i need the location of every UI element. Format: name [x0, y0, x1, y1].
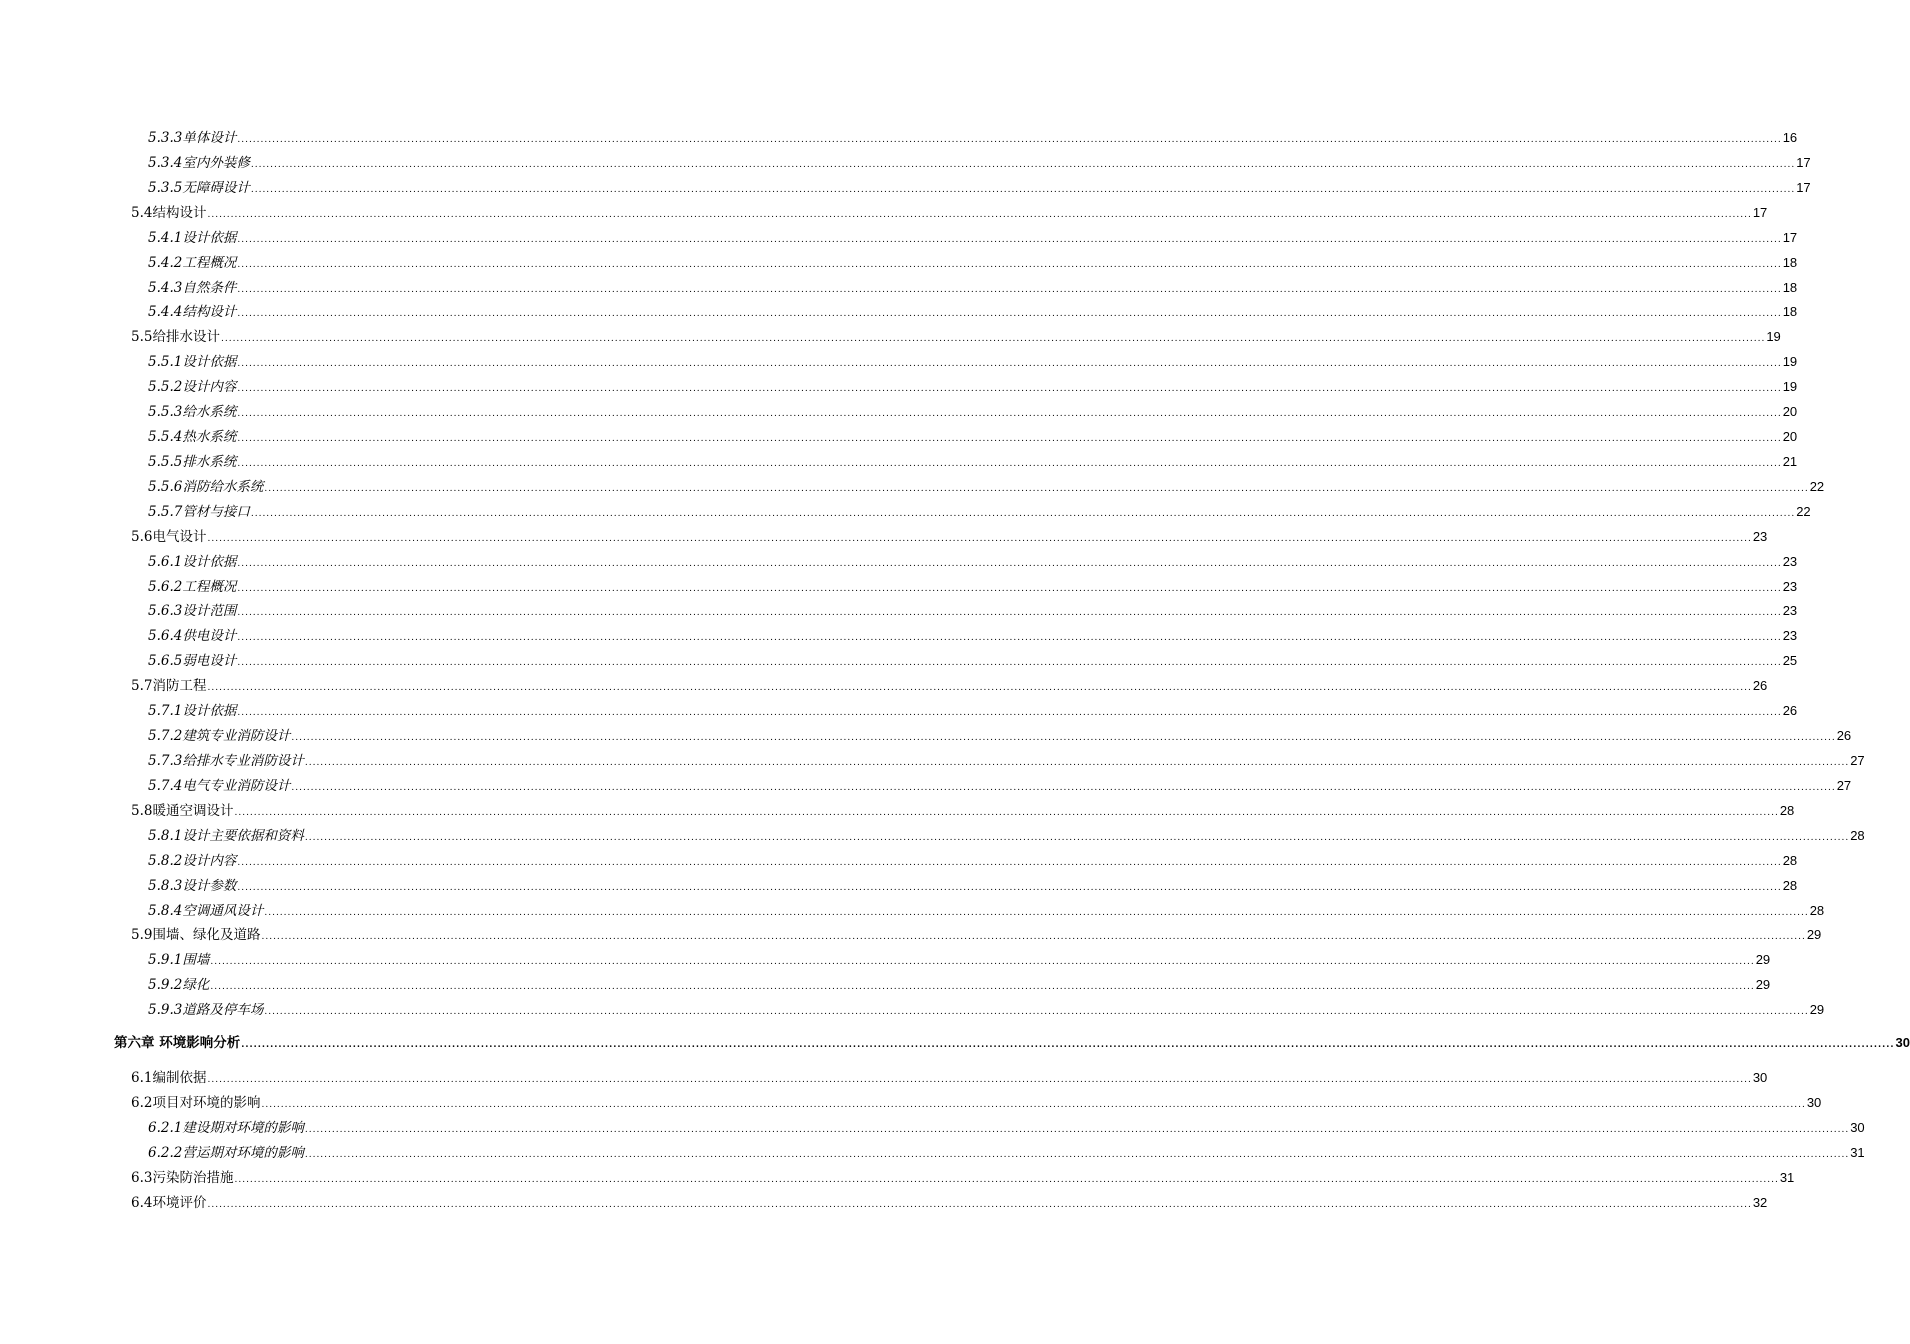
toc-entry[interactable]	[148, 450, 1798, 472]
toc-dot-leader: ................................................................................................................................................................................................................................................................................................................................................................................................................	[237, 384, 1782, 395]
toc-entry-page-number: 17	[1796, 154, 1811, 170]
toc-entry-page-number: 23	[1782, 578, 1798, 594]
toc-entry[interactable]	[148, 1116, 1865, 1138]
toc-entry-label: 5.7.3给排水专业消防设计	[148, 753, 304, 769]
toc-entry-label: 5.5.7管材与接口	[148, 503, 250, 520]
toc-dot-leader: ................................................................................................................................................................................................................................................................................................................................................................................................................	[210, 957, 1755, 968]
toc-entry-page-number: 28	[1782, 877, 1798, 893]
toc-entry-label: 5.5给排水设计	[131, 329, 220, 346]
toc-dot-leader: ................................................................................................................................................................................................................................................................................................................................................................................................................	[304, 1149, 1850, 1160]
toc-entry-page-number: 25	[1782, 653, 1798, 669]
toc-dot-leader: ................................................................................................................................................................................................................................................................................................................................................................................................................	[250, 159, 1796, 170]
toc-entry[interactable]	[148, 749, 1865, 771]
toc-entry-page-number: 28	[1850, 827, 1865, 843]
toc-dot-leader: ................................................................................................................................................................................................................................................................................................................................................................................................................	[237, 882, 1782, 893]
toc-entry-label: 5.7.1设计依据	[148, 703, 237, 720]
toc-dot-leader: ................................................................................................................................................................................................................................................................................................................................................................................................................	[250, 184, 1796, 195]
toc-entry-label: 5.8.2设计内容	[148, 852, 237, 869]
toc-entry-label: 5.6.4供电设计	[148, 628, 237, 645]
toc-entry[interactable]	[131, 325, 1781, 347]
toc-dot-leader: ................................................................................................................................................................................................................................................................................................................................................................................................................	[237, 458, 1782, 469]
toc-entry-page-number: 20	[1782, 429, 1798, 445]
toc-entry-label: 第六章 环境影响分析	[114, 1035, 241, 1051]
toc-entry-label: 6.2.2营运期对环境的影响	[148, 1144, 304, 1161]
toc-entry[interactable]	[148, 300, 1798, 322]
toc-entry-label: 5.8.4空调通风设计	[148, 902, 264, 919]
toc-dot-leader: ................................................................................................................................................................................................................................................................................................................................................................................................................	[237, 708, 1782, 719]
toc-entry-page-number: 26	[1752, 678, 1768, 694]
toc-entry[interactable]	[148, 973, 1771, 995]
toc-entry-page-number: 23	[1782, 603, 1798, 619]
toc-entry-page-number: 29	[1755, 977, 1771, 993]
toc-entry[interactable]	[148, 500, 1811, 522]
toc-entry-label: 5.6电气设计	[131, 528, 207, 545]
toc-entry[interactable]	[148, 400, 1798, 422]
toc-entry[interactable]	[148, 599, 1798, 621]
toc-entry-page-number: 27	[1836, 777, 1852, 793]
toc-dot-leader: ................................................................................................................................................................................................................................................................................................................................................................................................................	[237, 658, 1782, 669]
toc-dot-leader: ................................................................................................................................................................................................................................................................................................................................................................................................................	[237, 583, 1782, 594]
toc-entry-label: 6.3污染防治措施	[131, 1169, 234, 1186]
toc-dot-leader: ................................................................................................................................................................................................................................................................................................................................................................................................................	[237, 309, 1782, 320]
toc-entry-label: 5.4.3自然条件	[148, 279, 237, 296]
toc-entry-label: 5.9.3道路及停车场	[148, 1002, 264, 1019]
toc-dot-leader: ................................................................................................................................................................................................................................................................................................................................................................................................................	[237, 608, 1782, 619]
toc-entry[interactable]	[148, 276, 1798, 298]
toc-entry[interactable]	[148, 874, 1798, 896]
toc-entry-page-number: 29	[1755, 952, 1771, 968]
toc-dot-leader: ................................................................................................................................................................................................................................................................................................................................................................................................................	[207, 1199, 1752, 1210]
toc-entry-page-number: 30	[1752, 1070, 1768, 1085]
toc-entry[interactable]	[148, 948, 1771, 970]
toc-entry-label: 5.6.5弱电设计	[148, 653, 237, 670]
toc-entry-label: 5.6.1设计依据	[148, 553, 237, 570]
toc-entry-page-number: 21	[1782, 453, 1798, 469]
toc-entry-label: 5.4.1设计依据	[148, 229, 237, 246]
toc-entry-page-number: 19	[1782, 379, 1798, 395]
toc-entry-page-number: 26	[1836, 728, 1852, 744]
toc-entry[interactable]	[148, 375, 1798, 397]
toc-entry-page-number: 27	[1850, 753, 1865, 768]
toc-dot-leader: ................................................................................................................................................................................................................................................................................................................................................................................................................	[207, 1075, 1752, 1085]
toc-entry-page-number: 18	[1782, 254, 1798, 270]
toc-entry-label: 5.3.3单体设计	[148, 130, 237, 146]
toc-dot-leader: ................................................................................................................................................................................................................................................................................................................................................................................................................	[220, 334, 1766, 345]
toc-entry-page-number: 30	[1806, 1094, 1822, 1110]
toc-entry-label: 5.4结构设计	[131, 204, 207, 221]
toc-entry-page-number: 18	[1782, 304, 1798, 320]
toc-entry-page-number: 17	[1752, 204, 1768, 220]
toc-entry[interactable]	[148, 624, 1798, 646]
toc-entry-page-number: 23	[1782, 628, 1798, 644]
toc-entry[interactable]	[148, 699, 1798, 721]
toc-entry-page-number: 19	[1766, 329, 1781, 345]
toc-entry[interactable]	[131, 1191, 1768, 1213]
toc-entry-label: 5.7.2建筑专业消防设计	[148, 728, 291, 745]
toc-entry-page-number: 17	[1796, 179, 1811, 195]
toc-entry-label: 5.5.2设计内容	[148, 379, 237, 396]
toc-dot-leader: ................................................................................................................................................................................................................................................................................................................................................................................................................	[264, 1007, 1809, 1018]
toc-entry-page-number: 29	[1806, 927, 1822, 943]
toc-dot-leader: ................................................................................................................................................................................................................................................................................................................................................................................................................	[241, 1040, 1895, 1050]
toc-entry-label: 5.9.2绿化	[148, 977, 210, 994]
toc-entry-label: 5.7.4电气专业消防设计	[148, 777, 291, 794]
toc-entry[interactable]	[148, 824, 1865, 846]
toc-entry[interactable]	[148, 724, 1852, 746]
toc-entry[interactable]	[131, 1066, 1768, 1088]
toc-entry[interactable]	[148, 774, 1852, 796]
toc-entry-page-number: 31	[1779, 1169, 1795, 1185]
toc-dot-leader: ................................................................................................................................................................................................................................................................................................................................................................................................................	[237, 409, 1782, 420]
toc-entry-page-number: 23	[1752, 528, 1768, 544]
toc-entry-label: 5.8.1设计主要依据和资料	[148, 827, 304, 844]
toc-dot-leader: ................................................................................................................................................................................................................................................................................................................................................................................................................	[207, 209, 1752, 220]
toc-entry-label: 5.8暖通空调设计	[131, 802, 234, 819]
toc-entry-label: 6.2.1建设期对环境的影响	[148, 1119, 304, 1136]
toc-entry[interactable]	[148, 899, 1825, 921]
toc-dot-leader: ................................................................................................................................................................................................................................................................................................................................................................................................................	[264, 483, 1809, 494]
toc-entry[interactable]	[131, 799, 1795, 821]
toc-dot-leader: ................................................................................................................................................................................................................................................................................................................................................................................................................	[237, 434, 1782, 445]
toc-entry-page-number: 29	[1809, 1002, 1825, 1018]
toc-entry-page-number: 31	[1850, 1144, 1865, 1160]
toc-dot-leader: ................................................................................................................................................................................................................................................................................................................................................................................................................	[237, 359, 1782, 370]
toc-dot-leader: ................................................................................................................................................................................................................................................................................................................................................................................................................	[207, 533, 1752, 544]
toc-dot-leader: ................................................................................................................................................................................................................................................................................................................................................................................................................	[261, 932, 1806, 943]
toc-dot-leader: ................................................................................................................................................................................................................................................................................................................................................................................................................	[250, 508, 1796, 519]
toc-entry[interactable]	[148, 151, 1811, 173]
toc-entry[interactable]	[148, 350, 1798, 372]
toc-dot-leader: ................................................................................................................................................................................................................................................................................................................................................................................................................	[304, 758, 1850, 768]
toc-entry-label: 5.7消防工程	[131, 678, 207, 695]
toc-dot-leader: ................................................................................................................................................................................................................................................................................................................................................................................................................	[291, 733, 1836, 744]
toc-entry-page-number: 28	[1782, 852, 1798, 868]
toc-entry-page-number: 23	[1782, 553, 1798, 569]
toc-entry-label: 5.5.5排水系统	[148, 453, 237, 470]
toc-entry-label: 5.5.3给水系统	[148, 404, 237, 421]
toc-entry-label: 5.5.1设计依据	[148, 354, 237, 371]
toc-entry-page-number: 26	[1782, 703, 1798, 719]
toc-entry-page-number: 20	[1782, 404, 1798, 420]
toc-entry[interactable]	[131, 1166, 1795, 1188]
toc-entry-page-number: 28	[1809, 902, 1825, 918]
toc-entry-label: 5.4.2工程概况	[148, 254, 237, 271]
toc-dot-leader: ................................................................................................................................................................................................................................................................................................................................................................................................................	[304, 1124, 1850, 1135]
toc-entry[interactable]	[114, 1031, 1910, 1053]
toc-dot-leader: ................................................................................................................................................................................................................................................................................................................................................................................................................	[237, 259, 1782, 270]
toc-entry-label: 6.1编制依据	[131, 1070, 207, 1086]
toc-entry[interactable]	[148, 649, 1798, 671]
toc-entry[interactable]	[131, 525, 1768, 547]
toc-entry-page-number: 28	[1779, 802, 1795, 818]
toc-dot-leader: ................................................................................................................................................................................................................................................................................................................................................................................................................	[234, 807, 1779, 818]
toc-entry[interactable]	[148, 425, 1798, 447]
toc-entry-label: 5.6.2工程概况	[148, 578, 237, 595]
toc-dot-leader: ................................................................................................................................................................................................................................................................................................................................................................................................................	[210, 982, 1755, 993]
toc-dot-leader: ................................................................................................................................................................................................................................................................................................................................................................................................................	[237, 558, 1782, 569]
toc-entry-page-number: 30	[1895, 1035, 1910, 1050]
toc-dot-leader: ................................................................................................................................................................................................................................................................................................................................................................................................................	[237, 284, 1782, 295]
toc-entry[interactable]	[148, 475, 1825, 497]
toc-entry-label: 5.4.4结构设计	[148, 304, 237, 321]
toc-entry-label: 5.3.5无障碍设计	[148, 179, 250, 196]
toc-dot-leader: ................................................................................................................................................................................................................................................................................................................................................................................................................	[234, 1174, 1779, 1185]
toc-entry-page-number: 32	[1752, 1194, 1768, 1210]
toc-entry-label: 5.9围墙、绿化及道路	[131, 927, 261, 944]
toc-entry-label: 6.4环境评价	[131, 1194, 207, 1211]
toc-entry[interactable]	[148, 251, 1798, 273]
toc-entry-label: 5.5.4热水系统	[148, 429, 237, 446]
toc-dot-leader: ................................................................................................................................................................................................................................................................................................................................................................................................................	[237, 633, 1782, 644]
toc-dot-leader: ................................................................................................................................................................................................................................................................................................................................................................................................................	[237, 857, 1782, 868]
toc-entry[interactable]	[148, 1141, 1865, 1163]
toc-entry-label: 5.6.3设计范围	[148, 603, 237, 620]
toc-entry-page-number: 19	[1782, 354, 1798, 370]
toc-entry-label: 5.5.6消防给水系统	[148, 478, 264, 495]
toc-entry[interactable]	[148, 550, 1798, 572]
toc-dot-leader: ................................................................................................................................................................................................................................................................................................................................................................................................................	[304, 832, 1850, 843]
toc-dot-leader: ................................................................................................................................................................................................................................................................................................................................................................................................................	[207, 683, 1752, 694]
toc-dot-leader: ................................................................................................................................................................................................................................................................................................................................................................................................................	[291, 782, 1836, 793]
toc-entry-label: 5.9.1围墙	[148, 952, 210, 969]
toc-entry[interactable]	[131, 201, 1768, 223]
toc-dot-leader: ................................................................................................................................................................................................................................................................................................................................................................................................................	[237, 234, 1782, 245]
toc-entry[interactable]	[148, 998, 1825, 1020]
toc-dot-leader: ................................................................................................................................................................................................................................................................................................................................................................................................................	[264, 907, 1809, 918]
toc-entry-page-number: 22	[1796, 503, 1811, 519]
toc-entry[interactable]	[131, 1091, 1822, 1113]
toc-entry[interactable]	[131, 674, 1768, 696]
toc-entry-label: 5.3.4室内外装修	[148, 154, 250, 171]
toc-entry-page-number: 18	[1782, 279, 1798, 295]
toc-entry[interactable]	[148, 176, 1811, 198]
toc-dot-leader: ................................................................................................................................................................................................................................................................................................................................................................................................................	[237, 135, 1782, 145]
toc-entry[interactable]	[131, 923, 1822, 945]
toc-entry-page-number: 17	[1782, 229, 1798, 245]
toc-entry-page-number: 16	[1782, 130, 1798, 145]
toc-entry-label: 5.8.3设计参数	[148, 877, 237, 894]
toc-entry-page-number: 22	[1809, 478, 1825, 494]
toc-entry[interactable]	[148, 226, 1798, 248]
toc-entry[interactable]	[148, 126, 1798, 148]
toc-entry-label: 6.2项目对环境的影响	[131, 1094, 261, 1111]
toc-entry[interactable]	[148, 849, 1798, 871]
toc-entry-page-number: 30	[1850, 1119, 1865, 1135]
toc-entry[interactable]	[148, 575, 1798, 597]
toc-dot-leader: ................................................................................................................................................................................................................................................................................................................................................................................................................	[261, 1099, 1806, 1110]
